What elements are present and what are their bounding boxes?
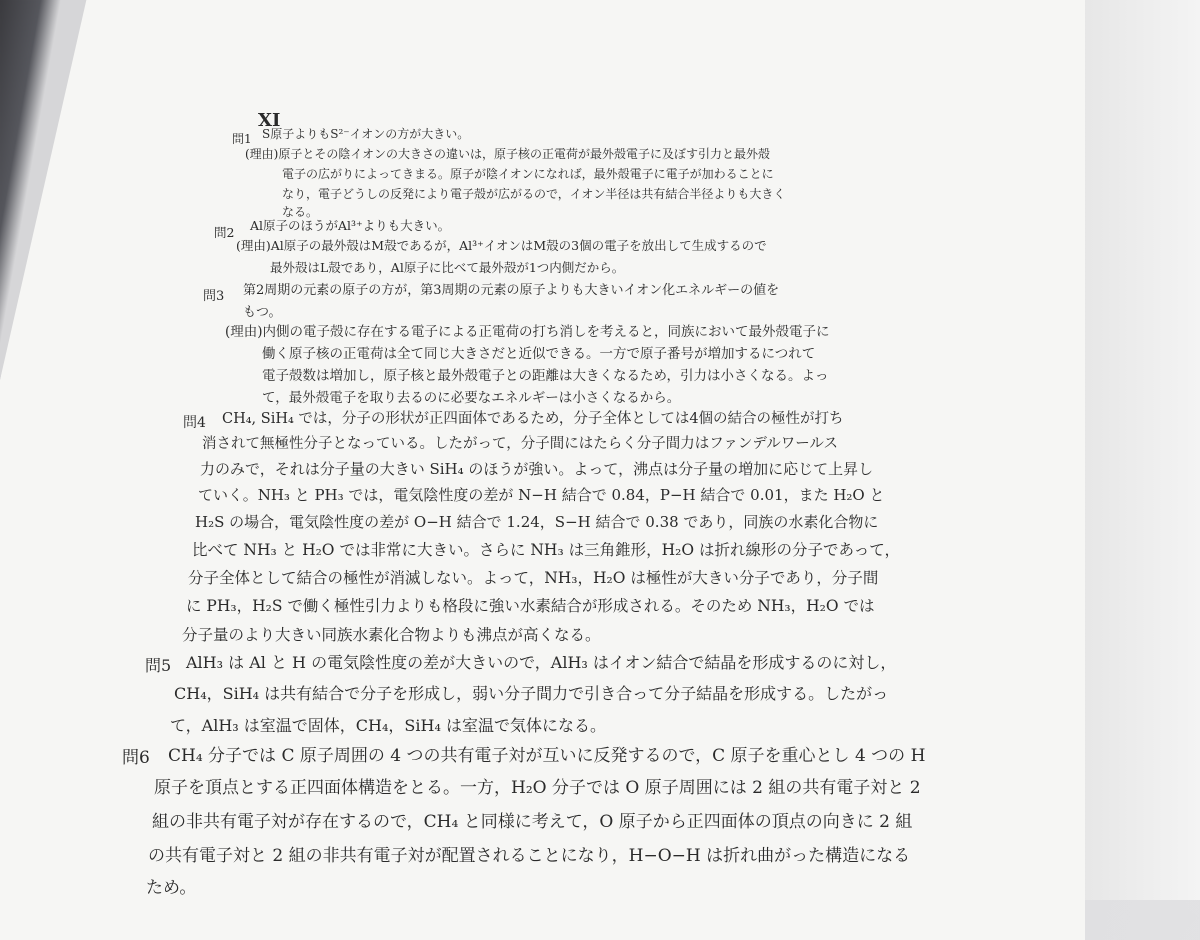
q4-line: H₂S の場合，電気陰性度の差が O−H 結合で 1.24，S−H 結合で 0.38 であり，同族の水素化合物に bbox=[195, 513, 879, 531]
q3-reason-line: 働く原子核の正電荷は全て同じ大きさだと近似できる。一方で原子番号が増加するにつれて bbox=[262, 346, 816, 362]
q5-line: CH₄，SiH₄ は共有結合で分子を形成し，弱い分子間力で引き合って分子結晶を形成する。したがっ bbox=[174, 684, 889, 703]
q4-label: 問4 bbox=[183, 415, 206, 431]
q1-reason-line: (理由)原子とその陰イオンの大きさの違いは，原子核の正電荷が最外殻電子に及ぼす引力と最外殻 bbox=[245, 147, 771, 161]
q1-reason-line: なり，電子どうしの反発により電子殻が広がるので，イオン半径は共有結合半径よりも大きく bbox=[282, 187, 786, 201]
q4-line: に PH₃，H₂S で働く極性引力よりも格段に強い水素結合が形成される。そのため NH₃，H₂O では bbox=[186, 597, 875, 615]
q4-line: CH₄, SiH₄ では，分子の形状が正四面体であるため，分子全体としては4個の結合の極性が打ち bbox=[222, 411, 844, 427]
q6-line: ため。 bbox=[146, 878, 197, 898]
q3-reason-line: て，最外殻電子を取り去るのに必要なエネルギーは小さくなるから。 bbox=[262, 390, 681, 406]
q6-label: 問6 bbox=[122, 748, 150, 768]
q6-line: 組の非共有電子対が存在するので，CH₄ と同様に考えて，O 原子から正四面体の頂点の向きに 2 組 bbox=[152, 812, 913, 832]
q5-label: 問5 bbox=[145, 656, 172, 675]
q3-answer-line: 第2周期の元素の原子の方が，第3周期の元素の原子よりも大きいイオン化エネルギーの値を bbox=[243, 283, 780, 298]
section-title: XI bbox=[258, 110, 281, 131]
q6-line: CH₄ 分子では C 原子周囲の 4 つの共有電子対が互いに反発するので，C 原子を重心とし 4 つの H bbox=[168, 746, 926, 766]
q4-line: ていく。NH₃ と PH₃ では，電気陰性度の差が N−H 結合で 0.84，P−H 結合で 0.01，また H₂O と bbox=[198, 486, 885, 504]
q2-answer: Al原子のほうがAl³⁺よりも大きい。 bbox=[250, 218, 451, 233]
q2-reason-line: (理由)Al原子の最外殻はM殻であるが，Al³⁺イオンはM殻の3個の電子を放出して生成するので bbox=[236, 238, 767, 253]
q6-line: の共有電子対と 2 組の非共有電子対が配置されることになり，H−O−H は折れ曲がった構造になる bbox=[148, 846, 911, 866]
q5-line: AlH₃ は Al と H の電気陰性度の差が大きいので，AlH₃ はイオン結合で結晶を形成するのに対し， bbox=[186, 653, 897, 672]
q1-answer: S原子よりもS²⁻イオンの方が大きい。 bbox=[262, 127, 470, 141]
q3-label: 問3 bbox=[203, 289, 225, 304]
q1-reason-line: なる。 bbox=[282, 205, 319, 219]
q6-line: 原子を頂点とする正四面体構造をとる。一方，H₂O 分子では O 原子周囲には 2 組の共有電子対と 2 bbox=[154, 778, 921, 798]
q2-reason-line: 最外殻はL殻であり，Al原子に比べて最外殻が1つ内側だから。 bbox=[270, 260, 625, 275]
q5-line: て，AlH₃ は室温で固体，CH₄，SiH₄ は室温で気体になる。 bbox=[170, 716, 606, 735]
q1-reason-line: 電子の広がりによってきまる。原子が陰イオンになれば，最外殻電子に電子が加わることに bbox=[282, 167, 774, 181]
q4-line: 力のみで，それは分子量の大きい SiH₄ のほうが強い。よって，沸点は分子量の増加に応じて上昇し bbox=[200, 460, 874, 478]
q4-line: 比べて NH₃ と H₂O では非常に大きい。さらに NH₃ は三角錐形，H₂O は折れ線形の分子であって， bbox=[192, 541, 900, 559]
q2-label: 問2 bbox=[214, 225, 235, 240]
q3-answer-line: もつ。 bbox=[243, 305, 282, 320]
q3-reason-line: (理由)内側の電子殻に存在する電子による正電荷の打ち消しを考えると，同族において最外殻電子に bbox=[225, 324, 830, 340]
q4-line: 分子量のより大きい同族水素化合物よりも沸点が高くなる。 bbox=[182, 626, 601, 644]
q1-label: 問1 bbox=[232, 132, 252, 146]
q4-line: 分子全体として結合の極性が消滅しない。よって，NH₃，H₂O は極性が大きい分子であり，分子間 bbox=[188, 569, 879, 587]
q3-reason-line: 電子殻数は増加し，原子核と最外殻電子との距離は大きくなるため，引力は小さくなる。よっ bbox=[262, 368, 829, 384]
q4-line: 消されて無極性分子となっている。したがって，分子間にはたらく分子間力はファンデルワールス bbox=[202, 436, 838, 452]
